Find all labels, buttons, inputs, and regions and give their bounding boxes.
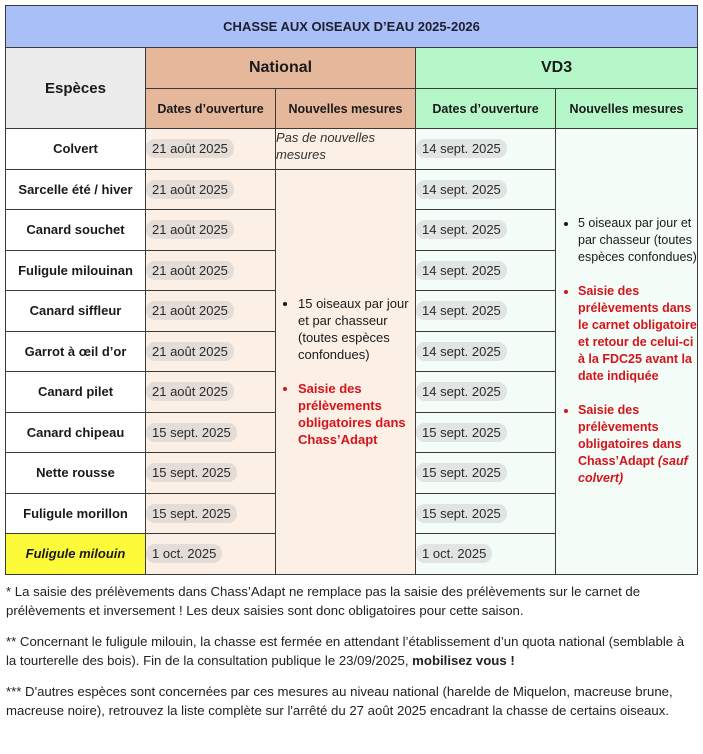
national-date-chip: 21 août 2025 (146, 139, 234, 158)
vd3-date-chip: 14 sept. 2025 (416, 220, 507, 239)
vd3-date-chip: 15 sept. 2025 (416, 463, 507, 482)
national-date-chip: 21 août 2025 (146, 301, 234, 320)
vd3-measure-chassadapt-text: Saisie des prélèvements obligatoires dans Chass’Adapt (578, 403, 682, 469)
species-name: Fuligule milouinan (6, 250, 146, 291)
species-name: Fuligule morillon (6, 493, 146, 534)
national-date-chip: 21 août 2025 (146, 342, 234, 361)
vd3-header: VD3 (416, 48, 698, 89)
species-name: Canard pilet (6, 372, 146, 413)
national-header: National (146, 48, 416, 89)
species-name: Canard siffleur (6, 291, 146, 332)
national-date-chip: 15 sept. 2025 (146, 504, 237, 523)
vd3-date-chip: 14 sept. 2025 (416, 382, 507, 401)
table-row (6, 129, 698, 170)
national-measures (276, 169, 416, 574)
footnote-3: *** D'autres espèces sont concernées par ces mesures au niveau national (harelde de Miquelon, macreuse brune, macreuse noire), retrouvez la liste complète sur l'arrêté du 27 août 2025 encadrant la chasse de certains oiseaux. (6, 684, 673, 718)
vd3-measure-carnet: • Saisie des prélèvements dans le carnet obligatoire et retour de celui-ci à la FDC25 avant la date indiquée (578, 283, 697, 385)
vd3-dates-header: Dates d’ouverture (416, 89, 556, 129)
species-header: Espèces (6, 48, 146, 129)
hunting-table (5, 5, 698, 575)
national-dates-header: Dates d’ouverture (146, 89, 276, 129)
species-name: Canard chipeau (6, 412, 146, 453)
vd3-date-chip: 14 sept. 2025 (416, 139, 507, 158)
species-name: Nette rousse (6, 453, 146, 494)
national-date-chip: 21 août 2025 (146, 180, 234, 199)
footnote-2-text: ** Concernant le fuligule milouin, la chasse est fermée en attendant l’établissement d’un quota national (semblable à la tourterelle des bois). Fin de la consultation publique le 23/09/2025, (6, 634, 685, 668)
vd3-date-chip: 14 sept. 2025 (416, 261, 507, 280)
national-date-chip: 15 sept. 2025 (146, 423, 237, 442)
footnote-2-call-to-action: mobilisez vous ! (412, 652, 515, 668)
vd3-measures-header: Nouvelles mesures (556, 89, 698, 129)
vd3-date-chip: 14 sept. 2025 (416, 301, 507, 320)
national-date-chip: 21 août 2025 (146, 261, 234, 280)
vd3-date-chip: 14 sept. 2025 (416, 342, 507, 361)
national-date-chip: 21 août 2025 (146, 220, 234, 239)
national-colvert-measure: Pas de nouvelles mesures (276, 129, 416, 170)
title-row (6, 6, 698, 48)
vd3-date-chip: 15 sept. 2025 (416, 423, 507, 442)
national-measure-quota: • 15 oiseaux par jour et par chasseur (toutes espèces confondues) (298, 295, 415, 363)
national-measures-header: Nouvelles mesures (276, 89, 416, 129)
national-date-chip: 21 août 2025 (146, 382, 234, 401)
vd3-measure-suffix: (sauf colvert) (578, 454, 688, 486)
vd3-date-chip: 15 sept. 2025 (416, 504, 507, 523)
footnote-1: * La saisie des prélèvements dans Chass’Adapt ne remplace pas la saisie des prélèvements sur le carnet de prélèvements et inversement ! Les deux saisies sont donc obligatoires pour cette saison. (6, 584, 641, 618)
national-measure-chassadapt: • Saisie des prélèvements obligatoires dans Chass’Adapt (298, 380, 415, 448)
vd3-measure-chassadapt (578, 402, 697, 487)
footnote-2 (6, 633, 698, 670)
species-name: Garrot à œil d’or (6, 331, 146, 372)
national-date-chip: 1 oct. 2025 (146, 544, 222, 563)
species-name: Sarcelle été / hiver (6, 169, 146, 210)
table-title: CHASSE AUX OISEAUX D’EAU 2025-2026 (6, 6, 698, 48)
header-row-1 (6, 48, 698, 89)
vd3-measure-quota: • 5 oiseaux par jour et par chasseur (toutes espèces confondues) (578, 215, 697, 266)
species-name-highlighted: Fuligule milouin (6, 534, 146, 575)
vd3-date-chip: 1 oct. 2025 (416, 544, 492, 563)
species-name: Canard souchet (6, 210, 146, 251)
species-name: Colvert (6, 129, 146, 170)
vd3-measures (556, 129, 698, 575)
vd3-date-chip: 14 sept. 2025 (416, 180, 507, 199)
footnotes (6, 583, 698, 733)
national-date-chip: 15 sept. 2025 (146, 463, 237, 482)
